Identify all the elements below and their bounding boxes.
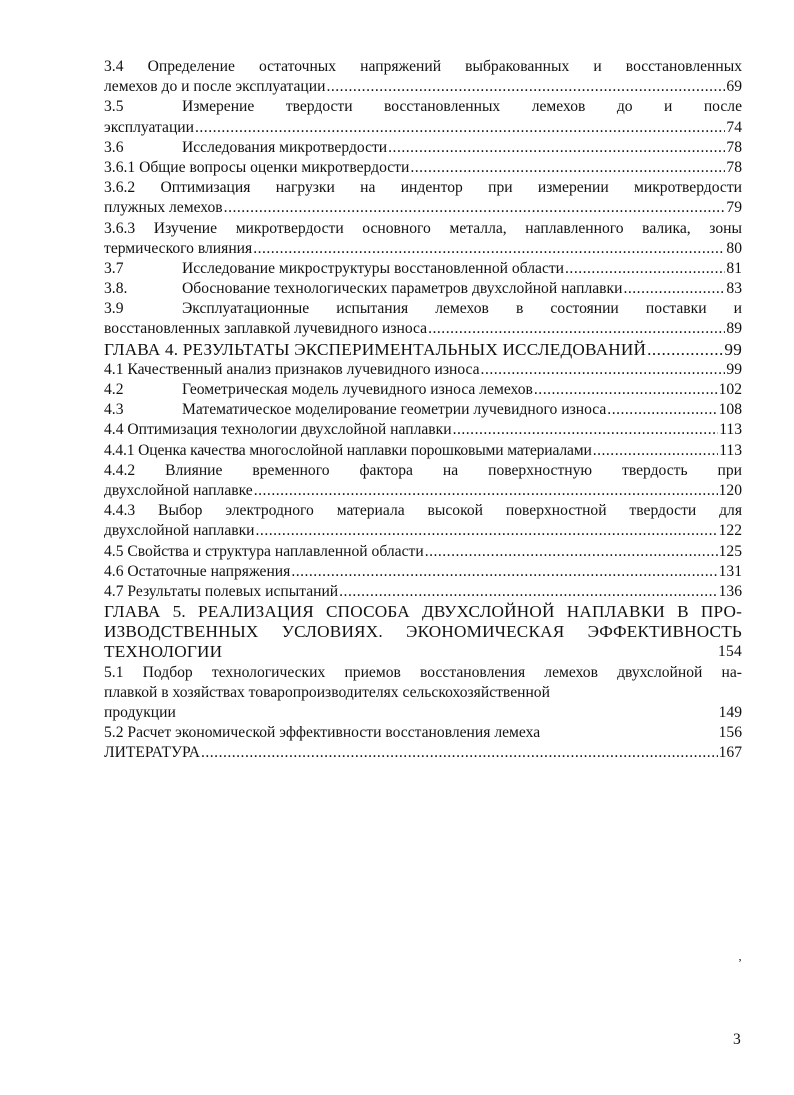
toc-chapter-title: ГЛАВА 4. РЕЗУЛЬТАТЫ ЭКСПЕРИМЕНТАЛЬНЫХ ИССЛЕДОВАНИЙ [104,339,647,359]
dot-leader [647,340,723,360]
toc-entry-3-6-2-line1: 3.6.2 Оптимизация нагрузки на индентор при измерении микротвердости [104,179,742,197]
toc-entry-title: 4.4 Оптимизация технологии двухслойной наплавки [104,421,452,439]
dot-leader [254,481,718,501]
toc-entry-4-4-2-line2 [104,481,742,501]
toc-entry-title: Исследования микротвердости [182,138,388,156]
toc-page-number: 113 [719,441,742,459]
toc-entry-title: 4.5 Свойства и структура наплавленной области [104,542,424,560]
toc-page-number: 113 [719,421,742,439]
toc-entry-title: двухслойной наплавке [104,481,253,499]
toc-entry-3-4-line1: 3.4 Определение остаточных напряжений выбракованных и восстановленных [104,58,742,75]
toc-entry-5-1-line3 [104,703,742,723]
toc-page-number: 80 [726,239,742,257]
dot-leader [291,562,717,582]
toc-entry-4-4-3-line2 [104,521,742,541]
dot-leader [388,138,725,158]
toc-entry-4-4-1 [104,441,742,461]
toc-page-number: 167 [718,744,742,762]
toc-entry-title: продукции [104,704,176,721]
toc-page-number: 78 [726,158,742,176]
dot-leader [410,158,725,178]
toc-page-number: 74 [726,118,742,136]
dot-leader [326,77,725,97]
toc-entry-title: 3.6.1 Общие вопросы оценки микротвердости [104,158,410,176]
toc-entry-5-2 [104,723,742,743]
dot-leader [339,582,717,602]
toc-entry-title: двухслойной наплавки [104,522,255,540]
toc-page-number: 78 [726,138,742,156]
dot-leader [201,743,718,763]
toc-entry-4-4-3-line1: 4.4.3 Выбор электродного материала высокой поверхностной твердости для [104,502,742,520]
toc-entry-3-5-line2 [104,118,742,138]
toc-chapter-5-line1: ГЛАВА 5. РЕАЛИЗАЦИЯ СПОСОБА ДВУХСЛОЙНОЙ НАПЛАВКИ В ПРО- [104,602,742,622]
toc-entry-title: лемехов до и после эксплуатации [104,78,326,96]
toc-chapter-5-line3 [104,642,742,662]
toc-entry-3-6 [104,138,742,158]
toc-entry-title: эксплуатации [104,118,194,136]
page-number: 3 [733,1031,741,1048]
toc-entry-title: Исследование микроструктуры восстановленной области [182,259,565,277]
dot-leader [453,420,719,440]
toc-entry-4-1 [104,360,742,380]
toc-entry-title: 4.4.1 Оценка качества многослойной наплавки порошковыми материалами [104,441,592,459]
toc-entry-title: Обоснование технологических параметров двухслойной наплавки [182,280,623,298]
toc-entry-4-4-2-line1: 4.4.2 Влияние временного фактора на поверхностную твердость при [104,461,742,479]
toc-entry-5-1-line2: плавкой в хозяйствах товаропроизводителях сельскохозяйственной [104,683,550,701]
toc-chapter-4 [104,340,742,360]
toc-entry-4-7 [104,582,742,602]
toc-entry-title: плужных лемехов [104,199,223,217]
toc-entry-3-9-line1 [104,299,742,319]
toc-entry-4-3 [104,400,742,420]
toc-entry-3-6-2-line2 [104,198,742,218]
dot-leader [428,319,725,339]
toc-entry-title: Измерение твердости восстановленных лемехов до и после [182,98,742,116]
toc-page-number: 149 [718,704,742,721]
toc-entry-title: 4.6 Остаточные напряжения [104,562,291,580]
toc-page-number: 99 [726,360,742,378]
dot-leader [195,118,725,138]
toc-page-number: 154 [718,643,742,661]
dot-leader [253,239,725,259]
toc-entry-title: восстановленных заплавкой лучевидного износа [104,320,428,338]
toc-entry-title: 5.2 Расчет экономической эффективности восстановления лемеха [104,724,541,742]
dot-leader [481,360,726,380]
toc-entry-number: 3.6 [104,138,124,156]
dot-leader [256,521,718,541]
toc-entry-3-5-line1 [104,97,742,117]
toc-entry-5-1-line1: 5.1 Подбор технологических приемов восстановления лемехов двухслойной на- [104,663,742,681]
toc-chapter-5-line2: ИЗВОДСТВЕННЫХ УСЛОВИЯХ. ЭКОНОМИЧЕСКАЯ ЭФФЕКТИВНОСТЬ [104,622,742,642]
toc-entry-title: 4.1 Качественный анализ признаков лучевидного износа [104,360,480,378]
toc-entry-4-6 [104,562,742,582]
toc-entry-3-9-line2 [104,319,742,339]
toc-page-number: 131 [718,562,742,580]
toc-entry-4-4 [104,420,742,440]
toc-entry-number: 3.7 [104,259,124,277]
toc-entry-3-6-3-line2 [104,239,742,259]
toc-entry-3-4-line2 [104,77,742,97]
dot-leader [425,542,718,562]
toc-page-number: 125 [718,542,742,560]
toc-page-number: 81 [726,259,742,277]
toc-entry-3-6-3-line1: 3.6.3 Изучение микротвердости основного металла, наплавленного валика, зоны [104,219,742,237]
toc-entry-title: Эксплуатационные испытания лемехов в состоянии поставки и [182,300,742,318]
toc-entry-title: термического влияния [104,239,253,257]
dot-leader [224,198,726,218]
stray-mark: ‚ [738,949,742,963]
toc-entry-title: Математическое моделирование геометрии лучевидного износа [182,401,607,419]
toc-entry-number: 3.5 [104,98,124,116]
toc-chapter-title: ТЕХНОЛОГИИ [104,642,223,662]
toc-page-number: 120 [718,481,742,499]
dot-leader [534,380,718,400]
table-of-contents [104,57,742,764]
toc-entry-title: 4.7 Результаты полевых испытаний [104,582,339,600]
toc-page-number: 89 [726,320,742,338]
toc-page-number: 69 [726,78,742,96]
dot-leader [565,259,725,279]
toc-entry-3-7 [104,259,742,279]
toc-entry-number: 4.3 [104,401,124,419]
toc-entry-title: Геометрическая модель лучевидного износа лемехов [182,381,533,398]
toc-entry-literature [104,743,742,763]
toc-entry-number: 3.8. [104,280,128,298]
toc-page-number: 83 [726,280,742,298]
toc-page-number: 79 [726,199,742,217]
toc-page-number: 122 [718,522,742,540]
toc-page-number: 102 [718,381,742,398]
dot-leader [593,441,718,461]
toc-entry-4-2 [104,380,742,400]
toc-page-number: 156 [718,724,742,742]
toc-page-number: 99 [724,339,742,359]
toc-entry-3-8 [104,279,742,299]
dot-leader [623,279,725,299]
toc-entry-number: 4.2 [104,381,124,398]
toc-entry-number: 3.9 [104,300,124,318]
toc-page-number: 108 [718,401,742,419]
toc-entry-3-6-1 [104,158,742,178]
dot-leader [607,400,717,420]
toc-page-number: 136 [718,582,742,600]
toc-entry-4-5 [104,542,742,562]
toc-entry-title: ЛИТЕРАТУРА [104,744,200,762]
